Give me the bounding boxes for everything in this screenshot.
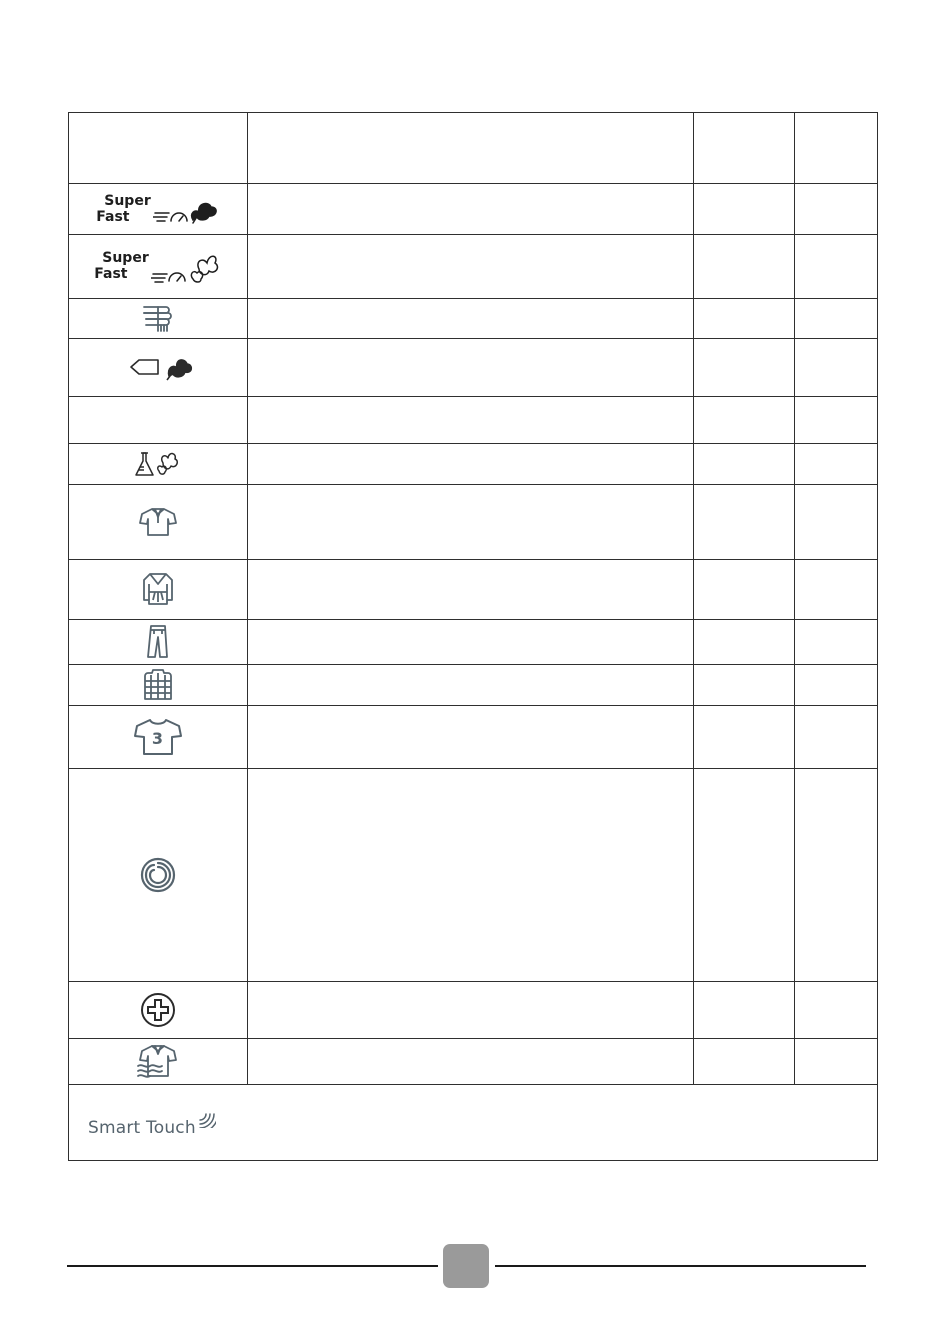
program-cell-jeans bbox=[68, 619, 247, 664]
column-divider bbox=[794, 112, 795, 1084]
smart-touch-label: Smart Touch bbox=[88, 1118, 196, 1138]
chemical-synthetics-icon bbox=[133, 449, 183, 479]
program-cell-label-cotton bbox=[68, 338, 247, 396]
bathrobe-icon bbox=[140, 570, 176, 608]
hygiene-cross-icon bbox=[139, 991, 177, 1029]
program-cell-chemical-synthetics bbox=[68, 443, 247, 484]
super-fast-label: Super Fast bbox=[94, 250, 149, 282]
program-cell-empty bbox=[68, 396, 247, 443]
program-cell-super-fast-cotton bbox=[68, 183, 247, 234]
shirt-icon bbox=[138, 505, 178, 539]
towels-icon bbox=[140, 303, 176, 333]
program-cell-super-fast-synthetics bbox=[68, 234, 247, 298]
program-cell-down-jacket bbox=[68, 664, 247, 705]
footer-rule-left bbox=[67, 1265, 438, 1267]
program-cell-towels bbox=[68, 298, 247, 338]
super-fast-cotton-icon bbox=[153, 193, 219, 225]
program-cell-wool bbox=[68, 768, 247, 981]
label-cotton-icon bbox=[123, 352, 193, 382]
row-divider bbox=[68, 1084, 878, 1085]
jeans-icon bbox=[145, 623, 171, 661]
super-fast-synthetics-icon bbox=[151, 247, 221, 285]
column-divider bbox=[693, 112, 694, 1084]
page-number-tab bbox=[443, 1244, 489, 1288]
shirt-number: 3 bbox=[151, 728, 164, 748]
program-cell-shirt bbox=[68, 484, 247, 559]
smart-touch-logo bbox=[88, 1104, 216, 1138]
wireless-signal-icon bbox=[196, 1104, 216, 1128]
footer-rule-right bbox=[495, 1265, 866, 1267]
program-cell-steam-shirt bbox=[68, 1038, 247, 1084]
program-cell-hygiene bbox=[68, 981, 247, 1038]
program-cell-bathrobe bbox=[68, 559, 247, 619]
steam-shirt-icon bbox=[134, 1042, 182, 1080]
down-jacket-icon bbox=[142, 667, 174, 703]
super-fast-label: Super Fast bbox=[96, 192, 151, 225]
column-divider bbox=[247, 112, 248, 1084]
program-cell-sport-shirt bbox=[68, 705, 247, 768]
wool-icon bbox=[138, 855, 178, 895]
